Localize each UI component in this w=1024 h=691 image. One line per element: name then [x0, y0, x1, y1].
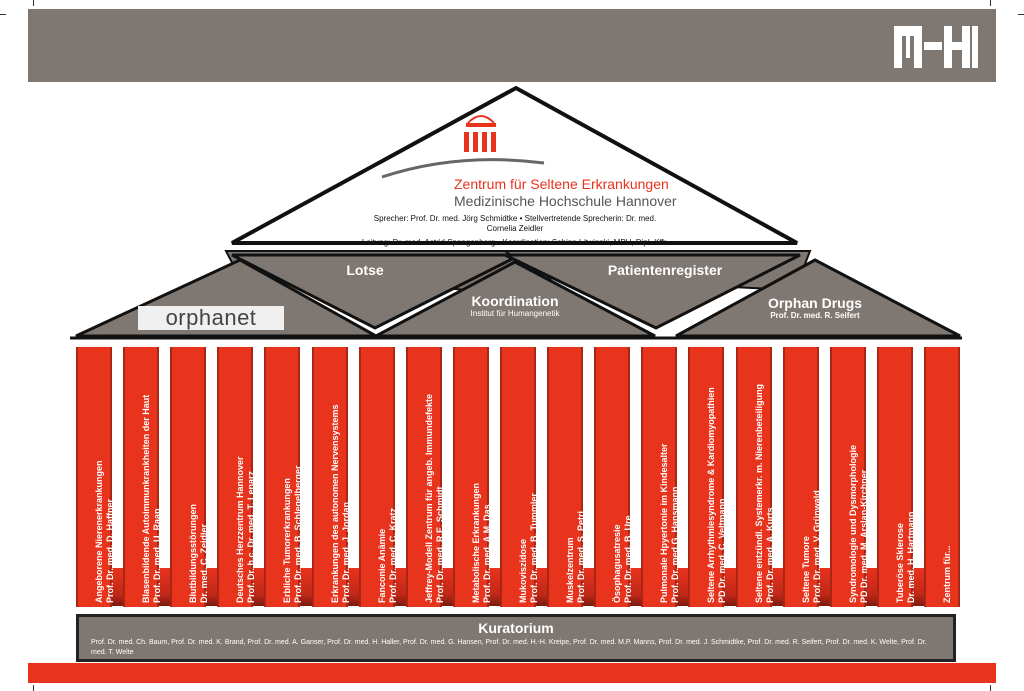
pillar-title: Mukoviszidose	[518, 538, 528, 603]
pillar-title: Muskelzentrum	[565, 537, 575, 603]
pillar-label	[471, 483, 493, 603]
center-title: Zentrum für Seltene Erkrankungen	[454, 176, 669, 192]
pillar-label	[895, 511, 917, 603]
pillar	[76, 347, 115, 607]
pillar-title: Seltene Arrhythmiesyndrome & Kardiomyopathien	[706, 387, 716, 603]
kuratorium-box	[76, 614, 956, 662]
pillar-lead: Prof. Dr. med. D. Haffner	[105, 498, 115, 603]
pillar-label	[659, 443, 681, 603]
pillar-title: Jeffrey-Modell Zentrum für angeb. Immundefekte	[424, 393, 434, 603]
pillar	[688, 347, 727, 607]
pillar-title: Blasenbildende Autoimmunkrankheiten der Haut	[141, 394, 151, 603]
pillar	[594, 347, 633, 607]
speaker-text: Sprecher: Prof. Dr. med. Jörg Schmidtke • Stellvertretende Sprecherin: Dr. med. Cornelia Zeidler	[373, 214, 657, 233]
pillar	[406, 347, 445, 607]
pillar-title: Zentrum für...	[942, 545, 952, 603]
pillar-label	[94, 460, 116, 603]
pillar-lead: Prof. Dr. med. A. Kurts	[765, 507, 775, 603]
pillar-title: Tuberöse Sklerose	[895, 523, 905, 603]
pillar-label	[518, 493, 540, 603]
pillar-title: Blutbildungsstörungen	[188, 504, 198, 603]
pillar-title: Seltene entzündl. Systemerkr. m. Nierenbeteiligung	[754, 383, 764, 603]
pillar	[170, 347, 209, 607]
pillar-title: Seltene Tumore	[801, 536, 811, 603]
pillar-label	[330, 404, 352, 603]
orphan-drugs-label: Orphan Drugs	[767, 295, 863, 311]
pillar-lead: Prof. Dr. med. B. Tummler	[529, 493, 539, 603]
pillar-title: Metabolische Erkrankungen	[471, 482, 481, 603]
pillar	[830, 347, 869, 607]
pillar-label	[754, 384, 776, 603]
pillar	[264, 347, 303, 607]
pillar-label	[282, 465, 304, 603]
pillar-title: Ösophagusatresie	[612, 524, 622, 603]
pillar-title: Angeborene Nierenerkrankungen	[94, 460, 104, 603]
pillar-lead: Dr. med. H. Hartmann	[906, 511, 916, 603]
pillar-lead: Dr. med. C. Zeidler	[199, 523, 209, 603]
center-subtitle: Medizinische Hochschule Hannover	[454, 193, 677, 209]
pillar	[641, 347, 680, 607]
leitung-text: Leitung: Dr. med. Astrid Spangenberg • Koordination: Sabina Litwinski, MPH, Dipl. Kffr.	[361, 238, 669, 247]
pillar-title: Deutsches Herzzentrum Hannover	[235, 456, 245, 603]
pillar-lead: Prof. Dr. med. C. Kratz	[388, 507, 398, 603]
pillar-lead: Prof. Dr. med. R.E. Schmidt	[435, 486, 445, 603]
pillar-lead: PD Dr. med. C. Veltmann	[717, 498, 727, 603]
pillar	[123, 347, 162, 607]
koordination-subtitle: Institut für Humangenetik	[470, 309, 560, 318]
footer-band	[28, 663, 996, 683]
pillar-lead: Prof. Dr. med. S. Petri	[576, 510, 586, 603]
pillar-label	[706, 387, 728, 603]
pillar-label	[942, 545, 953, 603]
pillar-label	[848, 445, 870, 603]
pillar-lead: Prof. Dr. med. B. Schlegelberger	[293, 465, 303, 603]
patientenregister-label: Patientenregister	[607, 262, 723, 278]
orphan-drugs-subtitle: Prof. Dr. med. R. Seifert	[770, 311, 860, 320]
pillar	[547, 347, 586, 607]
pillar-label	[377, 508, 399, 603]
pillar	[217, 347, 256, 607]
pillar-label	[612, 515, 634, 603]
pillar	[453, 347, 492, 607]
orphanet-logo: orphanet	[138, 306, 284, 330]
pillar-lead: Prof. Dr. med. J. Jordan	[341, 501, 351, 603]
pillar-lead: Prof. Dr. med. U. Raap	[152, 508, 162, 603]
pillar	[312, 347, 351, 607]
pillar-title: Erkrankungen des autonomen Nervensystems	[330, 404, 340, 603]
pillar	[359, 347, 398, 607]
pillar	[783, 347, 822, 607]
pillar-lead: Prof. Dr. med. V. Grünwald	[812, 490, 822, 603]
pillar	[877, 347, 916, 607]
pillar-label	[424, 394, 446, 603]
pillar-title: Syndromologie und Dysmorphologie	[848, 444, 858, 603]
kuratorium-title: Kuratorium	[478, 620, 554, 636]
pillar-title: Pulmonale Hpyertonie im Kindesalter	[659, 443, 669, 603]
pillar-lead: Prof. Dr. h.c. Dr. med. T. Lenarz	[246, 470, 256, 603]
pillar-label	[565, 511, 587, 603]
pillar-label	[141, 395, 163, 603]
pillar-label	[801, 490, 823, 603]
pillar	[736, 347, 775, 607]
pillar-lead: Prof. Dr. med.G. Hansmann	[670, 486, 680, 603]
pillar	[924, 347, 960, 607]
pillar-lead: Prof. Dr. med. B. Ure	[623, 515, 633, 603]
kuratorium-members: Prof. Dr. med. Ch. Baum, Prof. Dr. med. K. Brand, Prof. Dr. med. A. Ganser, Prof. Dr. med. H. Haller, Prof. Dr. med. G. Hansen, Prof. Dr. med. H.-H. Kreipe, Prof. Dr. med. M.P. Manns, Prof. Dr. med. J. Schmidtke, Prof. Dr. med. R. Seifert, Prof. Dr. med. K. Welte, Prof. Dr. med. T. Welte	[91, 639, 927, 656]
pillar-title: Erbliche Tumorerkrankungen	[282, 478, 292, 603]
pillar-label	[188, 504, 210, 603]
pillar	[500, 347, 539, 607]
pillar-label	[235, 456, 257, 603]
pillar-title: Fanconie Anämie	[377, 528, 387, 603]
pillar-lead: PD Dr. med. M. Arslan-Kirchner	[859, 469, 869, 603]
koordination-label: Koordination	[471, 293, 559, 309]
lotse-label: Lotse	[346, 262, 384, 278]
pillar-lead: Prof. Dr. med. A.M. Das	[482, 504, 492, 603]
